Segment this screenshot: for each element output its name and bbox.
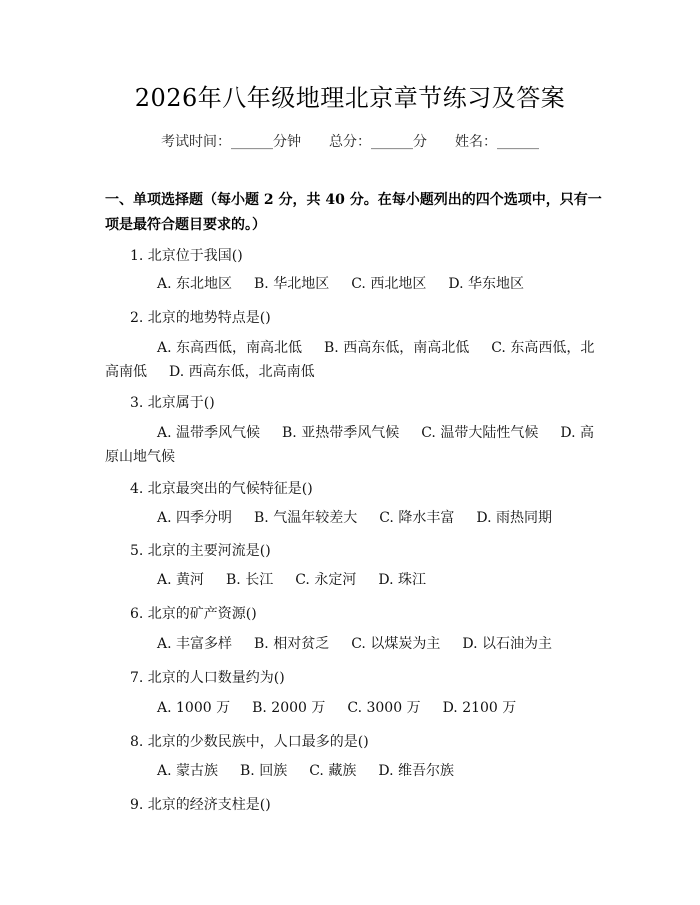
option: A. 1000 万	[157, 700, 231, 716]
option: B. 华北地区	[254, 276, 330, 292]
question-stem: 8. 北京的少数民族中，人口最多的是()	[130, 734, 369, 750]
total-score-field: 总分：______分	[329, 134, 427, 150]
option: C. 3000 万	[347, 700, 421, 716]
option: C. 东高西低，北高南低	[105, 340, 595, 380]
question-options	[105, 696, 597, 720]
question-options	[105, 568, 597, 592]
option: B. 气温年较差大	[254, 510, 358, 526]
option: C. 以煤炭为主	[351, 636, 441, 652]
option: A. 东高西低，南高北低	[157, 340, 303, 356]
exam-info-line	[0, 131, 700, 151]
option: D. 2100 万	[442, 700, 517, 716]
option: B. 西高东低，南高北低	[324, 340, 470, 356]
option: A. 东北地区	[157, 276, 233, 292]
option: A. 丰富多样	[157, 636, 233, 652]
option: D. 维吾尔族	[378, 763, 454, 779]
option: A. 黄河	[157, 572, 205, 588]
option: A. 四季分明	[157, 510, 233, 526]
question-stem: 3. 北京属于()	[130, 395, 215, 411]
option: D. 西高东低，北高南低	[169, 364, 315, 380]
option: C. 西北地区	[351, 276, 427, 292]
question-stem: 5. 北京的主要河流是()	[130, 543, 271, 559]
option: D. 珠江	[378, 572, 426, 588]
option: A. 温带季风气候	[157, 425, 261, 441]
question-options	[105, 272, 597, 296]
question-options	[105, 759, 597, 783]
question-stem: 1. 北京位于我国()	[130, 248, 243, 264]
question-options	[105, 421, 597, 469]
option: B. 2000 万	[252, 700, 326, 716]
option: B. 长江	[226, 572, 274, 588]
question-options	[105, 632, 597, 656]
question-stem: 4. 北京最突出的气候特征是()	[130, 481, 313, 497]
exam-time-field: 考试时间：______分钟	[161, 134, 301, 150]
question-stem: 2. 北京的地势特点是()	[130, 310, 271, 326]
option: C. 温带大陆性气候	[421, 425, 539, 441]
question-stem: 9. 北京的经济支柱是()	[130, 797, 271, 813]
question-options	[105, 336, 597, 384]
option: C. 藏族	[309, 763, 357, 779]
section-heading: 一、单项选择题（每小题 2 分，共 40 分。在每小题列出的四个选项中，只有一项是最符合题目要求的。）	[105, 192, 602, 233]
option: D. 雨热同期	[476, 510, 552, 526]
option: D. 华东地区	[448, 276, 524, 292]
option: A. 蒙古族	[157, 763, 219, 779]
option: C. 永定河	[295, 572, 357, 588]
page-title: 2026年八年级地理北京章节练习及答案	[134, 84, 566, 112]
option: B. 回族	[240, 763, 288, 779]
option: D. 高原山地气候	[105, 425, 594, 465]
student-name-field: 姓名：______	[455, 134, 539, 150]
question-stem: 7. 北京的人口数量约为()	[130, 670, 285, 686]
question-options	[105, 506, 597, 530]
question-stem: 6. 北京的矿产资源()	[130, 606, 257, 622]
option: C. 降水丰富	[379, 510, 455, 526]
option: B. 亚热带季风气候	[282, 425, 400, 441]
option: B. 相对贫乏	[254, 636, 330, 652]
option: D. 以石油为主	[462, 636, 552, 652]
